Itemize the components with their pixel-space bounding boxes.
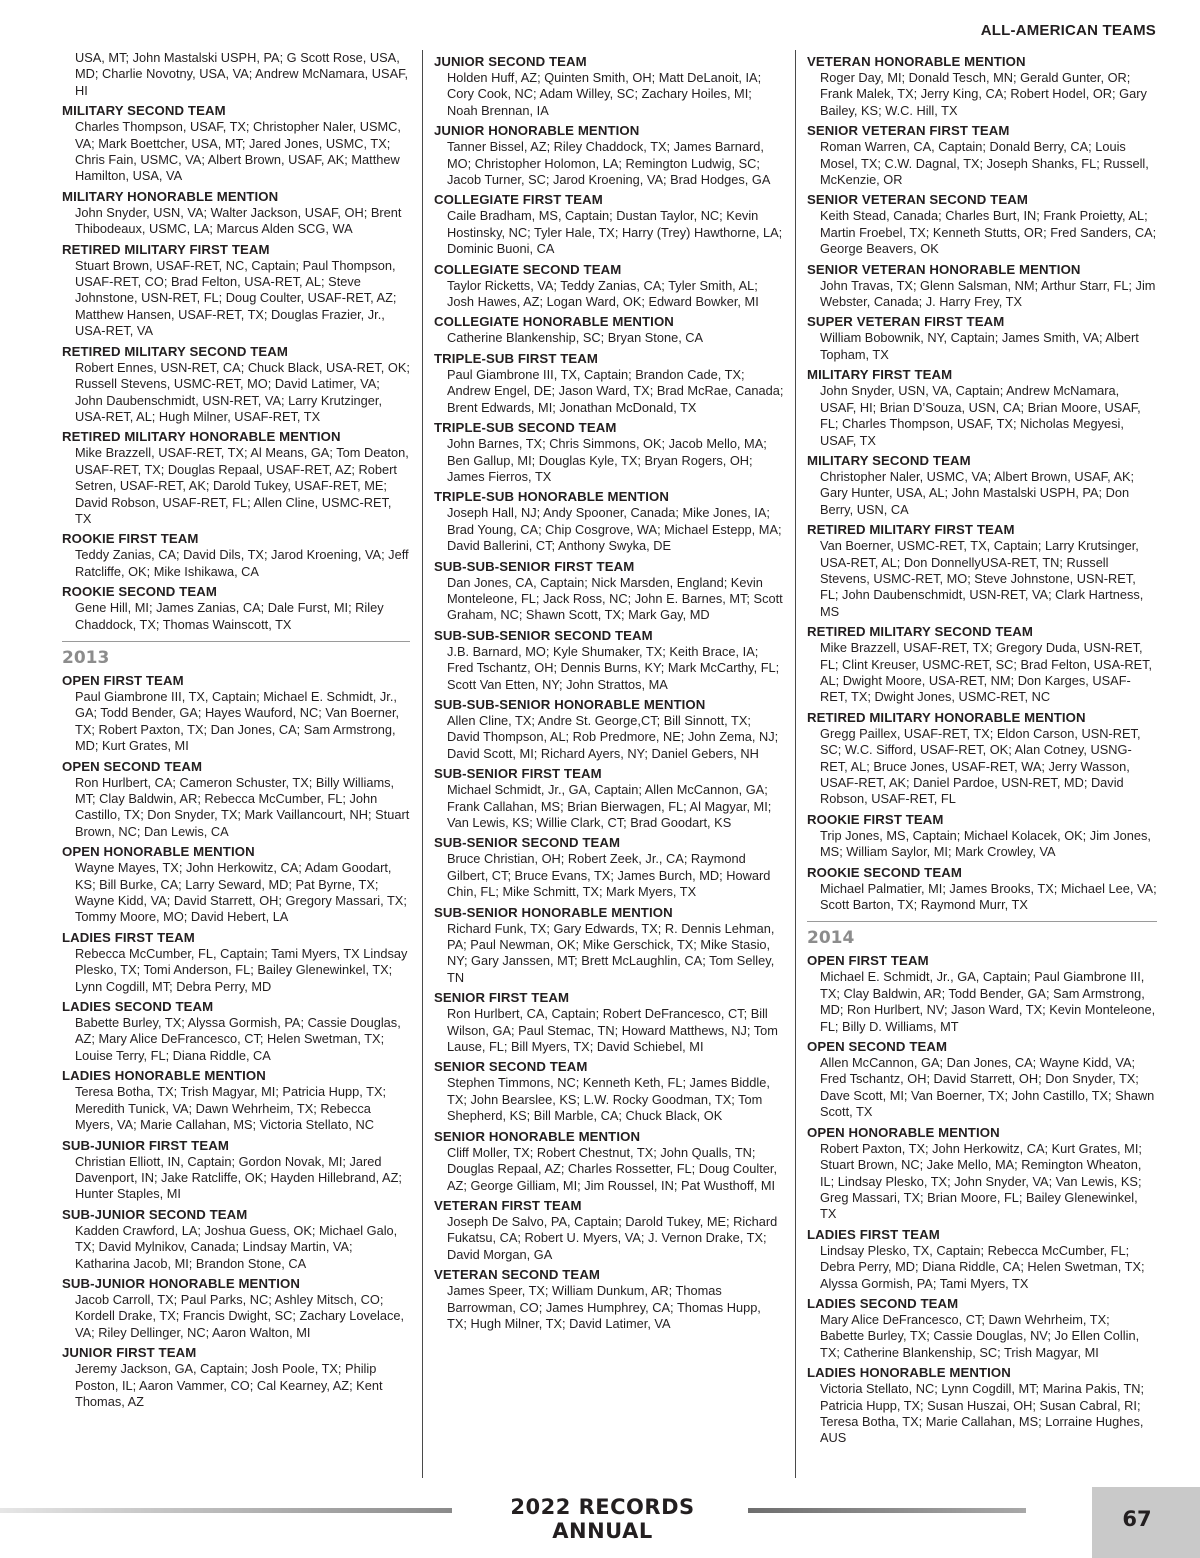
- team-section: [434, 765, 784, 831]
- team-section-members: Catherine Blankenship, SC; Bryan Stone, CA: [447, 330, 704, 346]
- team-section-title: JUNIOR FIRST TEAM: [62, 1345, 197, 1361]
- team-section-members: Lindsay Plesko, TX, Captain; Rebecca McCumber, FL; Debra Perry, MD; Diana Riddle, CA; Helen Swetman, TX; Alyssa Gormish, PA; Tami Myers, TX: [820, 1242, 1145, 1291]
- team-section-title: TRIPLE-SUB FIRST TEAM: [434, 350, 599, 366]
- team-section-title: SENIOR VETERAN FIRST TEAM: [807, 123, 1010, 139]
- team-section: [434, 1128, 784, 1194]
- team-section-title: RETIRED MILITARY HONORABLE MENTION: [62, 429, 341, 445]
- team-section-members: Rebecca McCumber, FL, Captain; Tami Myers, TX Lindsay Plesko, TX; Tomi Anderson, FL; Bailey Glenewinkel, TX; Lynn Cogdill, MT; Debra Perry, MD: [75, 945, 408, 994]
- team-section-title: ROOKIE FIRST TEAM: [62, 531, 199, 547]
- team-section-title: JUNIOR SECOND TEAM: [434, 54, 587, 69]
- team-section-title: TRIPLE-SUB SECOND TEAM: [434, 420, 617, 436]
- team-section: [62, 672, 410, 755]
- team-section-title: SUB-SUB-SENIOR SECOND TEAM: [434, 627, 653, 643]
- team-section-members: Gene Hill, MI; James Zanias, CA; Dale Furst, MI; Riley Chaddock, TX; Thomas Wainscott, TX: [75, 600, 384, 632]
- team-section: [434, 53, 784, 119]
- page-number-tab: [1092, 1487, 1200, 1558]
- team-section-members: Teresa Botha, TX; Trish Magyar, MI; Patricia Hupp, TX; Meredith Tunick, VA; Dawn Wehrheim, TX; Rebecca Myers, VA; Marie Callahan, MS; Victoria Stellato, NC: [75, 1084, 387, 1133]
- team-section-members: Richard Funk, TX; Gary Edwards, TX; R. Dennis Lehman, PA; Paul Newman, OK; Mike Gerschick, TX; Mike Stasio, NY; Gary Janssen, MT; Brett McLaughlin, CA; Tom Selley, TN: [447, 920, 775, 985]
- continued-entry-text: USA, MT; John Mastalski USPH, PA; G Scott Rose, USA, MD; Charlie Novotny, USA, VA; Andrew McNamara, USAF, HI: [75, 50, 409, 98]
- team-section-members: Robert Ennes, USN-RET, CA; Chuck Black, USA-RET, OK; Russell Stevens, USMC-RET, MO; David Latimer, VA; John Daubenschmidt, USN-RET, VA; Larry Krutzinger, USA-RET, AL; Hugh Milner, USAF-RET, TX: [75, 359, 410, 424]
- year-2014-sections: [807, 952, 1157, 1446]
- team-section: [434, 122, 784, 188]
- team-section-title: SENIOR HONORABLE MENTION: [434, 1128, 641, 1144]
- team-section-members: Keith Stead, Canada; Charles Burt, IN; Frank Proietty, AL; Martin Froebel, TX; Kenneth Stutts, OR; Fred Sanders, CA; George Beavers, OK: [820, 208, 1157, 257]
- team-section: [807, 1295, 1157, 1361]
- team-section: [807, 452, 1157, 518]
- team-section: [62, 530, 410, 580]
- year-heading: 2013: [62, 647, 110, 668]
- team-section-members: J.B. Barnard, MO; Kyle Shumaker, TX; Keith Brace, IA; Fred Tschantz, OH; Dennis Burns, KY; Mark McCarthy, FL; Scott Van Etten, NY; John Strattos, MA: [447, 643, 780, 692]
- team-section-members: Holden Huff, AZ; Quinten Smith, OH; Matt DeLanoit, IA; Cory Cook, NC; Adam Willey, SC; Zachary Hoiles, MI; Noah Brennan, IA: [447, 70, 762, 118]
- footer-title: 2022 RECORDS ANNUAL: [510, 1495, 695, 1543]
- team-section: [62, 758, 410, 841]
- team-section-title: SUB-SENIOR HONORABLE MENTION: [434, 904, 673, 920]
- team-section-members: John Barnes, TX; Chris Simmons, OK; Jacob Mello, MA; Ben Gallup, MI; Douglas Kyle, TX; Bryan Rogers, OH; James Fierros, TX: [447, 436, 767, 484]
- team-section: [434, 627, 784, 693]
- team-section-title: SUPER VETERAN FIRST TEAM: [807, 314, 1005, 330]
- team-section-members: Christian Elliott, IN, Captain; Gordon Novak, MI; Jared Davenport, IN; Jake Ratcliffe, OK; Hayden Hillebrand, AZ; Hunter Staples, MI: [75, 1153, 402, 1202]
- team-section: [434, 834, 784, 900]
- team-section: [807, 864, 1157, 914]
- team-section: [807, 53, 1157, 119]
- team-section: [62, 1137, 410, 1203]
- team-section-title: TRIPLE-SUB HONORABLE MENTION: [434, 489, 670, 505]
- year-heading: 2014: [807, 928, 855, 949]
- team-section-members: John Snyder, USN, VA, Captain; Andrew McNamara, USAF, HI; Brian D’Souza, USN, CA; Brian Moore, USAF, FL; Charles Thompson, USAF, TX; Nicholas Megyesi, USAF, TX: [820, 383, 1141, 448]
- team-section-members: Trip Jones, MS, Captain; Michael Kolacek, OK; Jim Jones, MS; William Saylor, MI; Mark Crowley, VA: [820, 827, 1151, 860]
- team-section: [434, 696, 784, 762]
- team-section-members: Mike Brazzell, USAF-RET, TX; Gregory Duda, USN-RET, FL; Clint Kreuser, USMC-RET, SC; Brad Felton, USA-RET, AL; Dwight Moore, USA-RET, NM; Don Karges, USAF-RET, TX; Dwight Jones, USMC-RET, NC: [820, 640, 1153, 705]
- column-3: [807, 50, 1157, 1478]
- team-section-title: VETERAN HONORABLE MENTION: [807, 54, 1026, 69]
- team-section-members: Ron Hurlbert, CA, Captain; Robert DeFrancesco, CT; Bill Wilson, GA; Paul Stemac, TN; Howard Matthews, NJ; Tom Lause, FL; Bill Myers, TX; David Schiebel, MI: [447, 1006, 778, 1055]
- team-section-title: OPEN SECOND TEAM: [62, 758, 203, 774]
- team-section: [807, 811, 1157, 861]
- team-section-title: VETERAN FIRST TEAM: [434, 1197, 582, 1213]
- team-section-title: OPEN FIRST TEAM: [62, 672, 184, 688]
- team-section-title: MILITARY HONORABLE MENTION: [62, 188, 279, 204]
- team-section-members: Stuart Brown, USAF-RET, NC, Captain; Paul Thompson, USAF-RET, CO; Brad Felton, USA-RET, AL; Steve Johnstone, USN-RET, FL; Doug Coulter, USAF-RET, AZ; Matthew Hansen, USAF-RET, TX; Douglas Frazier, Jr., USA-RET, VA: [75, 257, 397, 339]
- team-section: [434, 1266, 784, 1332]
- team-section-members: Robert Paxton, TX; John Herkowitz, CA; Kurt Grates, MI; Stuart Brown, NC; Jake Mello, MA; Remington Wheaton, IL; Lindsay Plesko, TX; John Snyder, VA; Van Lewis, KS; Greg Massari, TX; Brian Moore, FL; Bailey Glenewinkel, TX: [820, 1140, 1142, 1222]
- team-section: [62, 998, 410, 1064]
- team-section-title: VETERAN SECOND TEAM: [434, 1267, 601, 1283]
- team-section-members: Paul Giambrone III, TX, Captain; Brandon Cade, TX; Andrew Engel, DE; Jason Ward, TX; Brad McRae, Canada; Brent Edwards, MI; Jonathan McDonald, TX: [447, 366, 784, 415]
- team-section-members: Victoria Stellato, NC; Lynn Cogdill, MT; Marina Pakis, TN; Patricia Hupp, TX; Susan Huszai, OH; Susan Cabral, RI; Teresa Botha, TX; Marie Callahan, MS; Lorraine Hughes, AUS: [820, 1381, 1145, 1446]
- col1-sections: [62, 102, 410, 633]
- team-section-members: Stephen Timmons, NC; Kenneth Keth, FL; James Biddle, TX; John Bearslee, KS; L.W. Rocky Goodman, TX; Tom Shepherd, KS; Bill Marble, CA; Chuck Black, OK: [447, 1075, 770, 1124]
- team-section-members: Caile Bradham, MS, Captain; Dustan Taylor, NC; Kevin Hostinsky, NC; Tyler Hale, TX; Harry (Trey) Hawthorne, LA; Dominic Buoni, CA: [447, 208, 783, 257]
- team-section: [62, 929, 410, 995]
- team-section-title: SENIOR FIRST TEAM: [434, 990, 570, 1006]
- team-section: [807, 1124, 1157, 1223]
- team-section-members: Paul Giambrone III, TX, Captain; Michael E. Schmidt, Jr., GA; Todd Bender, GA; Hayes Wauford, NC; Van Boerner, TX; Robert Paxton, TX; Dan Jones, CA; Sam Armstrong, MD; Kurt Grates, MI: [75, 688, 400, 754]
- team-section-members: Kadden Crawford, LA; Joshua Guess, OK; Michael Galo, TX; David Mylnikov, Canada; Lindsay Martin, VA; Katharina Jacob, MI; Brandon Stone, CA: [75, 1222, 398, 1271]
- team-section-members: Jacob Carroll, TX; Paul Parks, NC; Ashley Mitsch, CO; Kordell Drake, TX; Francis Dwight, SC; Zachary Lovelace, VA; Riley Dellinger, NC; Aaron Walton, MI: [75, 1291, 405, 1340]
- team-section-title: SUB-JUNIOR FIRST TEAM: [62, 1137, 229, 1153]
- team-section: [62, 241, 410, 340]
- team-section-title: ROOKIE FIRST TEAM: [807, 811, 944, 827]
- team-section: [807, 521, 1157, 620]
- team-section-members: Joseph Hall, NJ; Andy Spooner, Canada; Mike Jones, IA; Brad Young, CA; Chip Cosgrove, WA; Michael Estepp, MA; David Ballerini, CT; Anthony Swyka, DE: [447, 505, 782, 554]
- team-section: [807, 122, 1157, 188]
- team-section-title: MILITARY FIRST TEAM: [807, 367, 953, 383]
- team-section-title: SUB-SUB-SENIOR HONORABLE MENTION: [434, 696, 706, 712]
- team-section-members: Teddy Zanias, CA; David Dils, TX; Jarod Kroening, VA; Jeff Ratcliffe, OK; Mike Ishikawa, CA: [75, 547, 409, 579]
- team-section: [62, 583, 410, 633]
- team-section-title: SUB-JUNIOR HONORABLE MENTION: [62, 1275, 300, 1291]
- team-section-title: MILITARY SECOND TEAM: [807, 452, 971, 468]
- team-section: [62, 188, 410, 238]
- team-section-title: COLLEGIATE SECOND TEAM: [434, 261, 622, 277]
- team-section-title: SUB-JUNIOR SECOND TEAM: [62, 1206, 248, 1222]
- team-section: [434, 1058, 784, 1124]
- team-section: [807, 313, 1157, 363]
- team-section-members: Michael E. Schmidt, Jr., GA, Captain; Paul Giambrone III, TX; Clay Baldwin, AR; Todd Bender, GA; Sam Armstrong, MD; Ron Hurlbert, NV; Jason Ward, TX; Kevin Monteleone, FL; Billy D. Williams, MT: [820, 969, 1156, 1034]
- team-section: [434, 1197, 784, 1263]
- team-section-title: RETIRED MILITARY SECOND TEAM: [62, 343, 289, 359]
- team-section-title: SUB-SENIOR FIRST TEAM: [434, 766, 602, 782]
- team-section: [807, 709, 1157, 808]
- team-section: [807, 1364, 1157, 1447]
- col3-sections: [807, 53, 1157, 913]
- team-section-title: ROOKIE SECOND TEAM: [807, 864, 962, 880]
- team-section: [434, 419, 784, 485]
- team-section: [807, 1038, 1157, 1121]
- team-section-members: Wayne Mayes, TX; John Herkowitz, CA; Adam Goodart, KS; Bill Burke, CA; Larry Seward, MD; Pat Byrne, TX; Wayne Kidd, VA; David Starrett, OH; Gregory Massari, TX; Tommy Moore, MO; David Hebert, LA: [75, 860, 407, 925]
- footer-rule-right: [748, 1508, 1026, 1513]
- team-section-title: OPEN HONORABLE MENTION: [807, 1124, 1000, 1140]
- team-section: [807, 952, 1157, 1035]
- team-section-members: Dan Jones, CA, Captain; Nick Marsden, England; Kevin Monteleone, FL; Jack Ross, NC; John E. Barnes, MT; Scott Graham, NC; Shawn Scott, TX; Mark Gay, MD: [447, 574, 783, 623]
- team-section-title: JUNIOR HONORABLE MENTION: [434, 123, 640, 139]
- content-columns: [62, 50, 1157, 1478]
- column-1: [62, 50, 410, 1478]
- team-section-members: James Speer, TX; William Dunkum, AR; Thomas Barrowman, CO; James Humphrey, CA; Thomas Hupp, TX; Hugh Milner, TX; David Latimer, VA: [447, 1283, 761, 1331]
- team-section-members: Gregg Paillex, USAF-RET, TX; Eldon Carson, USN-RET, SC; W.C. Sifford, USAF-RET, OK; Alan Cotney, USNG-RET, AL; Bruce Jones, USAF-RET, WA; Jerry Wasson, USAF-RET, AK; Daniel Pardoe, USN-RET, MD; David Robson, USAF-RET, FL: [820, 725, 1141, 807]
- team-section-title: SUB-SUB-SENIOR FIRST TEAM: [434, 558, 635, 574]
- page-number: 67: [1122, 1507, 1152, 1531]
- team-section-members: John Travas, TX; Glenn Salsman, NM; Arthur Starr, FL; Jim Webster, Canada; J. Harry Frey, TX: [820, 277, 1156, 310]
- year-2013-sections: [62, 672, 410, 1410]
- team-section-title: COLLEGIATE HONORABLE MENTION: [434, 314, 674, 330]
- team-section: [434, 350, 784, 416]
- team-section-members: Cliff Moller, TX; Robert Chestnut, TX; John Qualls, TN; Douglas Repaal, AZ; Charles Rossetter, FL; Doug Coulter, AZ; George Gilliam, MI; Jim Roussel, IN; Pat Wusthoff, MI: [447, 1144, 778, 1193]
- team-section-title: LADIES HONORABLE MENTION: [62, 1068, 266, 1084]
- team-section-members: Christopher Naler, USMC, VA; Albert Brown, USAF, AK; Gary Hunter, USA, AL; John Mastalski USPH, PA; Don Berry, USN, CA: [820, 468, 1135, 517]
- page-section-header: ALL-AMERICAN TEAMS: [980, 22, 1156, 39]
- team-section: [807, 261, 1157, 311]
- team-section-title: COLLEGIATE FIRST TEAM: [434, 192, 603, 208]
- team-section-members: Mary Alice DeFrancesco, CT; Dawn Wehrheim, TX; Babette Burley, TX; Cassie Douglas, NV; Jo Ellen Collin, TX; Catherine Blankenship, SC; Trish Magyar, MI: [820, 1311, 1140, 1360]
- team-section: [62, 1344, 410, 1410]
- team-section: [62, 343, 410, 426]
- team-section-members: Ron Hurlbert, CA; Cameron Schuster, TX; Billy Williams, MT; Clay Baldwin, AR; Rebecca McCumber, FL; John Castillo, TX; Don Snyder, TX; Mark Vaillancourt, NH; Stuart Brown, NC; Dan Lewis, CA: [75, 774, 410, 839]
- team-section: [434, 488, 784, 554]
- col2-sections: [434, 53, 784, 1332]
- team-section-title: LADIES SECOND TEAM: [807, 1295, 959, 1311]
- team-section: [62, 102, 410, 185]
- team-section-members: Van Boerner, USMC-RET, TX, Captain; Larry Krutsinger, USA-RET, AL; Don DonnellyUSA-RET, TN; Russell Stevens, USMC-RET, MO; Steve Johnstone, USN-RET, FL; John Daubenschmidt, USN-RET, VA; Clark Hartness, MS: [820, 538, 1144, 619]
- team-section: [62, 843, 410, 926]
- column-divider: [422, 50, 423, 1478]
- team-section-members: Jeremy Jackson, GA, Captain; Josh Poole, TX; Philip Poston, IL; Aaron Vammer, CO; Cal Kearney, AZ; Kent Thomas, AZ: [75, 1361, 383, 1409]
- team-section-title: SUB-SENIOR SECOND TEAM: [434, 835, 621, 851]
- year-block-2014: [807, 921, 1157, 1446]
- team-section-members: Mike Brazzell, USAF-RET, TX; Al Means, GA; Tom Deaton, USAF-RET, TX; Douglas Repaal, USAF-RET, AZ; Robert Setren, USAF-RET, AK; Darold Tukey, USAF-RET, ME; David Robson, USAF-RET, FL; Allen Cline, USMC-RET, TX: [75, 445, 409, 526]
- team-section: [62, 1275, 410, 1341]
- team-section-members: Roman Warren, CA, Captain; Donald Berry, CA; Louis Mosel, TX; C.W. Dagnal, TX; Joseph Shanks, FL; Russell, McKenzie, OR: [820, 139, 1149, 188]
- team-section: [62, 1206, 410, 1272]
- team-section-members: William Bobownik, NY, Captain; James Smith, VA; Albert Topham, TX: [820, 330, 1139, 362]
- team-section: [434, 261, 784, 311]
- team-section-members: Roger Day, MI; Donald Tesch, MN; Gerald Gunter, OR; Frank Malek, TX; Jerry King, CA; Robert Hodel, OR; Gary Bailey, KS; W.C. Hill, TX: [820, 70, 1147, 118]
- team-section-title: OPEN SECOND TEAM: [807, 1039, 948, 1055]
- team-section-members: John Snyder, USN, VA; Walter Jackson, USAF, OH; Brent Thibodeaux, USMC, LA; Marcus Alden SCG, WA: [75, 204, 402, 237]
- team-section-members: Allen Cline, TX; Andre St. George,CT; Bill Sinnott, TX; David Thompson, AL; Rob Predmore, NE; John Zema, NJ; David Scott, MI; Richard Ayers, NY; Daniel Gebers, NH: [447, 712, 779, 761]
- team-section-members: Taylor Ricketts, VA; Teddy Zanias, CA; Tyler Smith, AL; Josh Hawes, AZ; Logan Ward, OK; Edward Bowker, MI: [447, 277, 759, 310]
- column-2: [434, 50, 784, 1478]
- team-section: [62, 1067, 410, 1133]
- team-section-members: Babette Burley, TX; Alyssa Gormish, PA; Cassie Douglas, AZ; Mary Alice DeFrancesco, CT; Helen Swetman, TX; Louise Terry, FL; Diana Riddle, CA: [75, 1015, 401, 1063]
- team-section-title: LADIES FIRST TEAM: [807, 1226, 940, 1242]
- team-section: [62, 428, 410, 527]
- footer-rule-left: [0, 1508, 452, 1513]
- team-section-title: LADIES SECOND TEAM: [62, 999, 214, 1015]
- team-section-title: SENIOR VETERAN HONORABLE MENTION: [807, 261, 1081, 277]
- team-section-title: RETIRED MILITARY SECOND TEAM: [807, 624, 1034, 640]
- team-section-title: RETIRED MILITARY FIRST TEAM: [807, 522, 1015, 538]
- team-section-members: Michael Schmidt, Jr., GA, Captain; Allen McCannon, GA; Frank Callahan, MS; Brian Bierwagen, FL; Al Magyar, MI; Van Lewis, KS; Willie Clark, CT; Brad Goodart, KS: [447, 782, 772, 830]
- team-section: [434, 989, 784, 1055]
- team-section: [807, 191, 1157, 257]
- team-section-title: ROOKIE SECOND TEAM: [62, 584, 217, 600]
- team-section-members: Bruce Christian, OH; Robert Zeek, Jr., CA; Raymond Gilbert, CT; Bruce Evans, TX; James Burch, MD; Howard Chin, FL; Mike Schmitt, TX; Mark Myers, TX: [447, 851, 771, 900]
- team-section: [434, 191, 784, 257]
- team-section: [434, 558, 784, 624]
- column-divider: [795, 50, 796, 1478]
- team-section-members: Charles Thompson, USAF, TX; Christopher Naler, USMC, VA; Mark Boettcher, USA, MT; Jared Jones, USMC, TX; Chris Fain, USMC, VA; Albert Brown, USAF, AK; Matthew Hamilton, USA, VA: [75, 119, 401, 184]
- team-section-title: SENIOR VETERAN SECOND TEAM: [807, 192, 1028, 208]
- team-section-members: Joseph De Salvo, PA, Captain; Darold Tukey, ME; Richard Fukatsu, CA; Robert U. Myers, VA; J. Vernon Drake, TX; David Morgan, GA: [447, 1213, 778, 1262]
- team-section-members: Allen McCannon, GA; Dan Jones, CA; Wayne Kidd, VA; Fred Tschantz, OH; David Starrett, OH; Don Snyder, TX; Dave Scott, MI; Van Boerner, TX; John Castillo, TX; Shawn Scott, TX: [820, 1055, 1155, 1120]
- year-block-2013: [62, 641, 410, 1410]
- team-section: [434, 904, 784, 987]
- team-section-title: MILITARY SECOND TEAM: [62, 103, 226, 119]
- team-section-title: OPEN FIRST TEAM: [807, 953, 929, 969]
- team-section-title: LADIES HONORABLE MENTION: [807, 1365, 1011, 1381]
- team-section-title: RETIRED MILITARY HONORABLE MENTION: [807, 709, 1086, 725]
- team-section: [434, 313, 784, 346]
- team-section-title: SENIOR SECOND TEAM: [434, 1059, 588, 1075]
- team-section: [807, 623, 1157, 706]
- team-section-title: LADIES FIRST TEAM: [62, 929, 195, 945]
- team-section: [807, 1226, 1157, 1292]
- team-section-title: RETIRED MILITARY FIRST TEAM: [62, 241, 270, 257]
- team-section-members: Michael Palmatier, MI; James Brooks, TX; Michael Lee, VA; Scott Barton, TX; Raymond Murr, TX: [820, 880, 1157, 913]
- team-section: [807, 366, 1157, 449]
- team-section-members: Tanner Bissel, AZ; Riley Chaddock, TX; James Barnard, MO; Christopher Holomon, LA; Remington Ludwig, SC; Jacob Turner, SC; Jarod Kroening, VA; Brad Hodges, GA: [447, 139, 771, 188]
- team-section-title: OPEN HONORABLE MENTION: [62, 844, 255, 860]
